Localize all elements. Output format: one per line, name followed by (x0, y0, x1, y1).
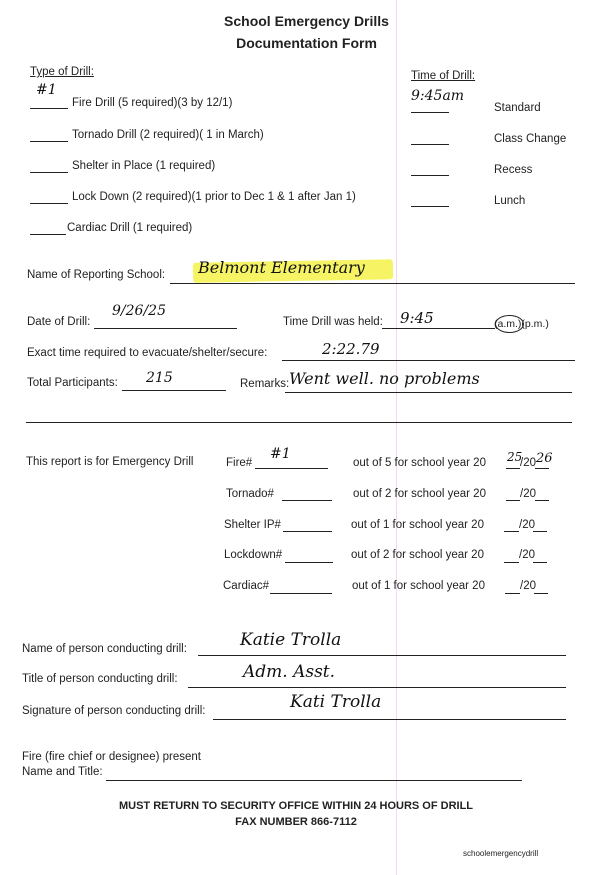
report-row-lockdown-field[interactable] (285, 562, 333, 563)
participants-value: 215 (146, 370, 173, 386)
report-row-tornado-label: Tornado# (226, 488, 274, 500)
drill-type-lockdown-label: Lock Down (2 required)(1 prior to Dec 1 & 1 after Jan 1) (72, 191, 356, 203)
report-row-fire-label: Fire# (226, 457, 253, 469)
drill-type-tornado-blank (30, 141, 68, 142)
drill-type-tornado-label: Tornado Drill (2 required)( 1 in March) (72, 129, 264, 141)
school-name-label: Name of Reporting School: (27, 269, 166, 281)
school-name-field[interactable] (170, 283, 575, 284)
time-of-drill-heading: Time of Drill: (411, 70, 476, 82)
footer-return-notice: MUST RETURN TO SECURITY OFFICE WITHIN 24 HOURS OF DRILL (118, 800, 474, 812)
footer-fax-number: FAX NUMBER 866-7112 (235, 816, 357, 828)
participants-label: Total Participants: (27, 377, 118, 389)
report-row-fire-value: #1 (270, 446, 291, 462)
conductor-title-value: Adm. Asst. (243, 662, 336, 682)
conductor-name-label: Name of person conducting drill: (22, 643, 187, 655)
school-name-value: Belmont Elementary (198, 258, 365, 277)
signature-label: Signature of person conducting drill: (22, 705, 206, 717)
report-row-cardiac-field[interactable] (270, 593, 332, 594)
report-row-tornado-year1-field[interactable] (506, 500, 520, 501)
report-row-fire-sep: /20 (520, 457, 536, 469)
time-option-standard-label: Standard (494, 102, 541, 114)
time-option-standard-value: 9:45am (411, 88, 465, 104)
drill-type-fire-label: Fire Drill (5 required)(3 by 12/1) (72, 97, 233, 109)
drill-type-cardiac-blank (30, 234, 66, 235)
report-row-cardiac-label: Cardiac# (223, 580, 270, 592)
report-row-fire-year2-field[interactable] (535, 468, 549, 469)
participants-field[interactable] (122, 390, 226, 391)
drill-type-shelter-label: Shelter in Place (1 required) (72, 160, 216, 172)
conductor-title-label: Title of person conducting drill: (22, 673, 178, 685)
time-option-recess-label: Recess (494, 164, 533, 176)
report-row-shelter-sep: /20 (519, 519, 535, 531)
remarks-value: Went well. no problems (289, 369, 480, 388)
form-title-line2: Documentation Form (236, 35, 377, 51)
time-option-class-change-blank (411, 144, 449, 145)
signature-value: Kati Trolla (290, 692, 382, 712)
drill-type-fire-blank (30, 108, 68, 109)
report-row-cardiac-sep: /20 (520, 580, 536, 592)
time-held-value: 9:45 (400, 309, 434, 327)
form-title-line1: School Emergency Drills (224, 13, 389, 29)
footer-file-tag: schoolemergencydrill (463, 849, 539, 858)
fire-official-line2: Name and Title: (22, 766, 103, 778)
scan-artifact-line (396, 0, 397, 875)
report-row-cardiac-outof: out of 1 for school year 20 (352, 580, 485, 592)
report-row-shelter-field[interactable] (283, 531, 332, 532)
report-row-tornado-year2-field[interactable] (535, 500, 549, 501)
type-of-drill-heading: Type of Drill: (30, 66, 94, 78)
drill-type-shelter-blank (30, 172, 68, 173)
am-selected-circle (495, 315, 524, 333)
report-row-shelter-outof: out of 1 for school year 20 (351, 519, 484, 531)
am-pm-selector[interactable]: (a.m.)(p.m.) (494, 318, 549, 330)
report-row-fire-year1-field[interactable] (506, 468, 520, 469)
report-row-shelter-year1-field[interactable] (504, 531, 519, 532)
report-row-lockdown-label: Lockdown# (224, 549, 283, 561)
signature-field[interactable] (213, 719, 566, 720)
fire-official-field[interactable] (106, 780, 522, 781)
report-row-lockdown-year1-field[interactable] (504, 562, 519, 563)
time-held-field[interactable] (382, 328, 495, 329)
date-of-drill-value: 9/26/25 (112, 303, 166, 319)
report-row-shelter-label: Shelter IP# (224, 519, 281, 531)
conductor-name-field[interactable] (198, 655, 566, 656)
time-option-lunch-label: Lunch (494, 195, 526, 207)
remarks-extra-line[interactable] (26, 422, 572, 423)
report-row-fire-field[interactable] (255, 468, 328, 469)
report-row-tornado-field[interactable] (282, 500, 332, 501)
drill-type-fire-mark: #1 (36, 82, 57, 98)
time-option-lunch-blank (411, 206, 449, 207)
report-intro: This report is for Emergency Drill (26, 456, 194, 468)
time-held-label: Time Drill was held: (283, 316, 383, 328)
drill-type-cardiac-label: Cardiac Drill (1 required) (67, 222, 193, 234)
report-row-cardiac-year2-field[interactable] (534, 593, 548, 594)
evac-time-field[interactable] (282, 360, 575, 361)
remarks-label: Remarks: (240, 378, 290, 390)
report-row-lockdown-year2-field[interactable] (533, 562, 547, 563)
drill-type-lockdown-blank (30, 203, 68, 204)
report-row-cardiac-year1-field[interactable] (505, 593, 520, 594)
fire-official-line1: Fire (fire chief or designee) present (22, 751, 201, 763)
time-option-class-change-label: Class Change (494, 133, 567, 145)
date-of-drill-field[interactable] (94, 328, 237, 329)
report-row-fire-outof: out of 5 for school year 20 (353, 457, 486, 469)
report-row-fire-year2: 26 (536, 451, 553, 466)
report-row-fire-year1: 25 (507, 450, 523, 464)
time-option-recess-blank (411, 175, 449, 176)
time-option-standard-blank (411, 112, 449, 113)
conductor-title-field[interactable] (188, 687, 566, 688)
report-row-lockdown-outof: out of 2 for school year 20 (351, 549, 484, 561)
report-row-shelter-year2-field[interactable] (533, 531, 547, 532)
report-row-lockdown-sep: /20 (519, 549, 535, 561)
conductor-name-value: Katie Trolla (240, 630, 342, 650)
evac-time-value: 2:22.79 (322, 340, 380, 358)
evac-time-label: Exact time required to evacuate/shelter/secure: (27, 347, 268, 359)
am-option[interactable]: a.m. (497, 318, 518, 330)
date-of-drill-label: Date of Drill: (27, 316, 91, 328)
report-row-tornado-outof: out of 2 for school year 20 (353, 488, 486, 500)
remarks-field[interactable] (285, 392, 572, 393)
pm-option[interactable]: p.m. (524, 318, 546, 330)
report-row-tornado-sep: /20 (520, 488, 536, 500)
